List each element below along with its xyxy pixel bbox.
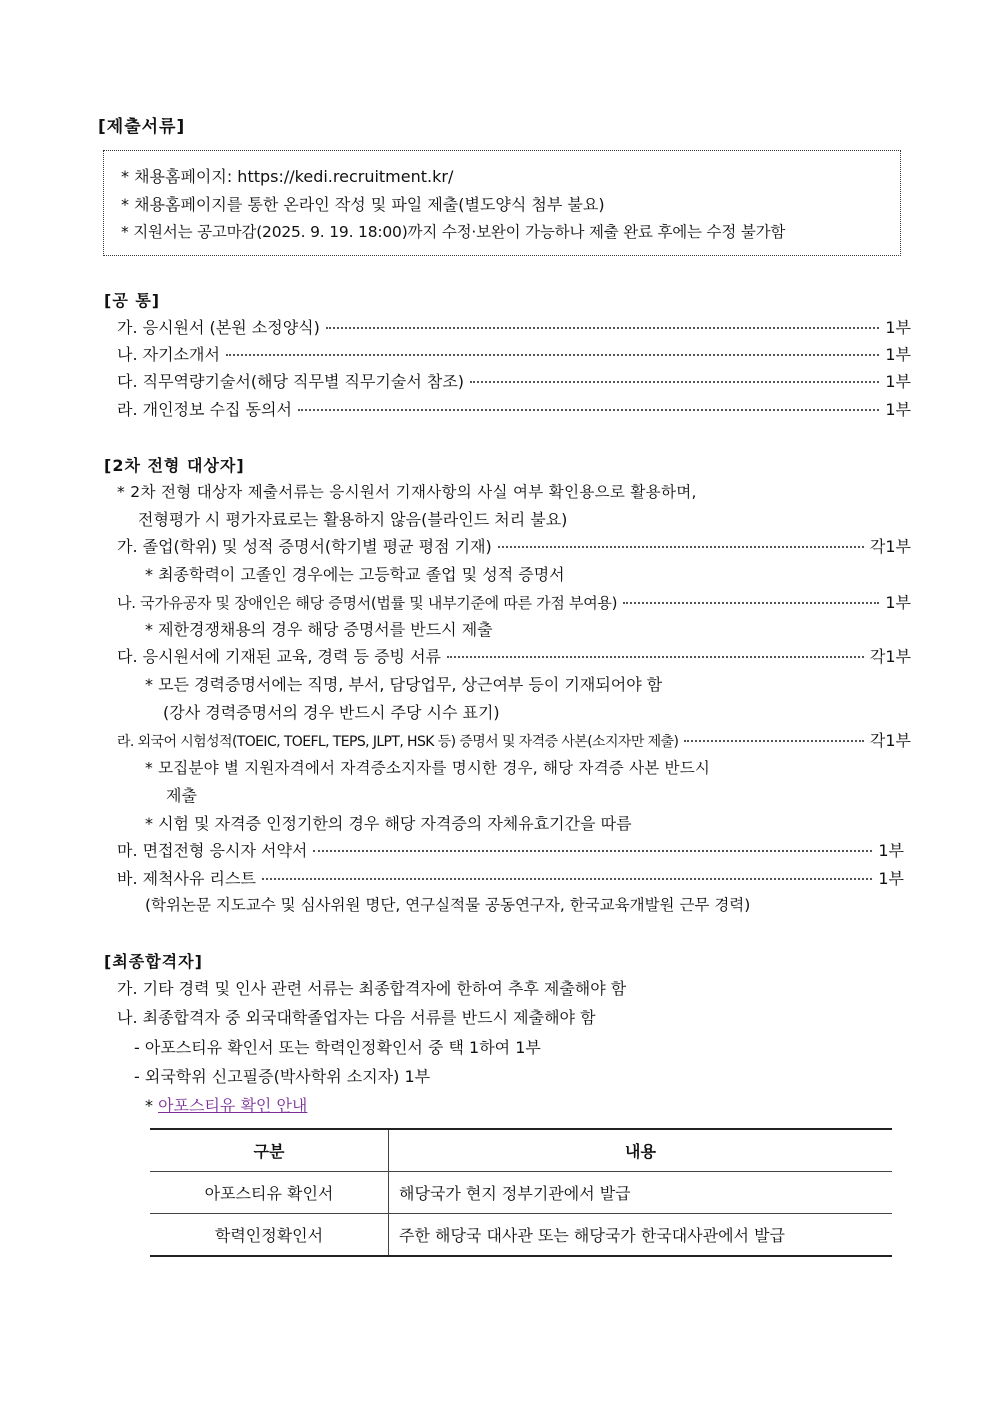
- final-heading: [최종합격자]: [104, 952, 203, 971]
- item-qty: 1부: [885, 372, 911, 391]
- table-cell-content: 주한 해당국 대사관 또는 해당국가 한국대사관에서 발급: [389, 1214, 893, 1257]
- final-item-ga: 가. 기타 경력 및 인사 관련 서류는 최종합격자에 한하여 추후 제출해야 함: [117, 979, 627, 998]
- leader-dots: [326, 327, 880, 329]
- note-exclusion: (학위논문 지도교수 및 심사위원 명단, 연구실적물 공동연구자, 한국교육개발원 근무 경력): [145, 896, 751, 914]
- note-language-1a: * 모집분야 별 지원자격에서 자격증소지자를 명시한 경우, 해당 자격증 사본 반드시: [145, 759, 711, 777]
- note-career-1: * 모든 경력증명서에는 직명, 부서, 담당업무, 상근여부 등이 기재되어야 함: [145, 675, 663, 694]
- second-heading: [2차 전형 대상자]: [104, 456, 245, 475]
- table-cell-category: 아포스티유 확인서: [150, 1172, 389, 1214]
- leader-dots: [498, 546, 864, 548]
- final-dash-apostille: - 아포스티유 확인서 또는 학력인정확인서 중 택 1하여 1부: [134, 1038, 541, 1057]
- leader-dots: [298, 409, 879, 411]
- second-note-2: 전형평가 시 평가자료로는 활용하지 않음(블라인드 처리 불요): [138, 510, 568, 529]
- item-label: 다. 응시원서에 기재된 교육, 경력 등 증빙 서류: [117, 647, 441, 666]
- note-graduation: * 최종학력이 고졸인 경우에는 고등학교 졸업 및 성적 증명서: [145, 565, 565, 584]
- table-header-content: 내용: [389, 1129, 893, 1172]
- item-qty: 각1부: [869, 647, 911, 666]
- common-heading: [공 통]: [104, 291, 161, 310]
- table-header-category: 구분: [150, 1129, 389, 1172]
- second-item-pledge: [117, 838, 904, 861]
- leader-dots: [623, 602, 879, 604]
- item-qty: 1부: [885, 593, 911, 612]
- item-label: 마. 면접전형 응시자 서약서: [117, 841, 308, 860]
- leader-dots: [470, 381, 879, 383]
- leader-dots: [684, 740, 864, 742]
- common-item-self-intro: [117, 342, 911, 365]
- item-label: 바. 제척사유 리스트: [117, 869, 256, 888]
- item-label: 나. 자기소개서: [117, 345, 220, 364]
- leader-dots: [447, 656, 864, 658]
- notice-online: * 채용홈페이지를 통한 온라인 작성 및 파일 제출(별도양식 첨부 불요): [121, 195, 605, 214]
- table-cell-category: 학력인정확인서: [150, 1214, 389, 1257]
- note-merit: * 제한경쟁채용의 경우 해당 증명서를 반드시 제출: [145, 620, 493, 639]
- common-item-competency: [117, 369, 911, 392]
- item-label: 라. 개인정보 수집 동의서: [117, 400, 292, 419]
- item-label: 라. 외국어 시험성적(TOEIC, TOEFL, TEPS, JLPT, HSK 등) 증명서 및 자격증 사본(소지자만 제출): [117, 734, 679, 750]
- leader-dots: [313, 850, 872, 852]
- table-row: [150, 1214, 892, 1257]
- apostille-guide-link[interactable]: 아포스티유 확인 안내: [158, 1096, 308, 1115]
- notice-deadline: * 지원서는 공고마감(2025. 9. 19. 18:00)까지 수정·보완이 가능하나 제출 완료 후에는 수정 불가함: [121, 223, 786, 241]
- page-title: [제출서류]: [98, 117, 186, 137]
- notice-homepage: * 채용홈페이지: https://kedi.recruitment.kr/: [121, 167, 454, 186]
- table-row: [150, 1172, 892, 1214]
- note-career-2: (강사 경력증명서의 경우 반드시 주당 시수 표기): [163, 703, 500, 722]
- asterisk: *: [145, 1096, 153, 1115]
- apostille-table: [150, 1128, 892, 1257]
- note-language-2: * 시험 및 자격증 인정기한의 경우 해당 자격증의 자체유효기간을 따름: [145, 814, 632, 833]
- item-qty: 1부: [885, 400, 911, 419]
- final-dash-degree: - 외국학위 신고필증(박사학위 소지자) 1부: [134, 1067, 431, 1086]
- final-item-na: 나. 최종합격자 중 외국대학졸업자는 다음 서류를 반드시 제출해야 함: [117, 1008, 596, 1027]
- item-qty: 1부: [878, 841, 904, 860]
- item-qty: 1부: [878, 869, 904, 888]
- common-item-privacy: [117, 397, 911, 420]
- item-label: 나. 국가유공자 및 장애인은 해당 증명서(법률 및 내부기준에 따른 가점 부여용): [117, 594, 618, 612]
- item-qty: 1부: [885, 318, 911, 337]
- second-item-graduation: [117, 534, 911, 557]
- second-item-merit: [117, 590, 911, 613]
- item-qty: 1부: [885, 345, 911, 364]
- leader-dots: [262, 878, 872, 880]
- item-label: 다. 직무역량기술서(해당 직무별 직무기술서 참조): [117, 372, 465, 391]
- note-language-1b: 제출: [166, 786, 197, 805]
- second-item-career: [117, 644, 911, 667]
- item-qty: 각1부: [869, 537, 911, 556]
- second-item-exclusion: [117, 866, 904, 889]
- table-cell-content: 해당국가 현지 정부기관에서 발급: [389, 1172, 893, 1214]
- second-note-1: * 2차 전형 대상자 제출서류는 응시원서 기재사항의 사실 여부 확인용으로 활용하며,: [117, 483, 697, 501]
- item-label: 가. 졸업(학위) 및 성적 증명서(학기별 평균 평점 기재): [117, 537, 492, 556]
- apostille-guide: [145, 1093, 307, 1116]
- leader-dots: [226, 354, 879, 356]
- item-label: 가. 응시원서 (본원 소정양식): [117, 318, 320, 337]
- second-item-language: [117, 728, 911, 751]
- common-item-application: [117, 315, 911, 338]
- item-qty: 각1부: [869, 731, 911, 750]
- table-header-row: [150, 1129, 892, 1172]
